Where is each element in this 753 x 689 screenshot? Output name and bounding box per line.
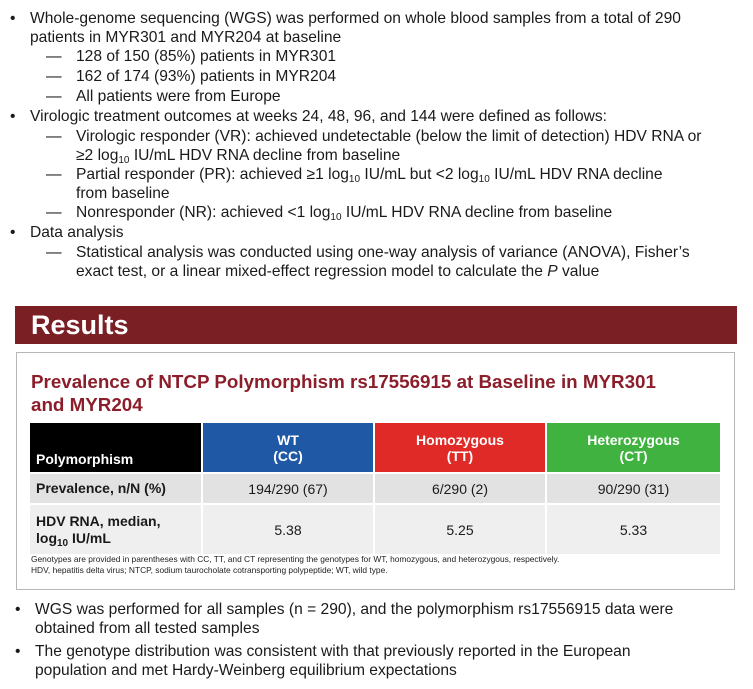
header-polymorphism: Polymorphism bbox=[30, 423, 202, 473]
subitem-text: All patients were from Europe bbox=[76, 88, 281, 105]
panel-title-line-2: and MYR204 bbox=[31, 394, 143, 415]
pr-sub-2: 10 bbox=[478, 174, 490, 185]
results-title: Results bbox=[31, 310, 129, 340]
header-wt-genotype: (CC) bbox=[273, 447, 303, 464]
panel-title-line-1: Prevalence of NTCP Polymorphism rs17556915 at Baseline in MYR301 bbox=[31, 371, 656, 392]
footnote-line-1: Genotypes are provided in parentheses with CC, TT, and CT representing the genotypes for WT, homozygous, and heterozygous, respectively. bbox=[31, 554, 560, 564]
bullet-analysis bbox=[10, 223, 730, 242]
bullet-outcomes bbox=[10, 107, 730, 126]
pr-line-2: from baseline bbox=[76, 185, 170, 202]
table-row bbox=[30, 504, 720, 554]
subitem-text: 162 of 174 (93%) patients in MYR204 bbox=[76, 68, 337, 85]
results-panel bbox=[16, 352, 735, 590]
nr-text-b: IU/mL HDV RNA decline from baseline bbox=[341, 204, 613, 221]
vr-line-1: Virologic responder (VR): achieved undetectable (below the limit of detection) HDV RNA or bbox=[76, 128, 702, 145]
row-label-hdv-log: log bbox=[36, 529, 57, 546]
cell-hdv-homozygous: 5.25 bbox=[374, 504, 546, 554]
header-homozygous bbox=[374, 423, 546, 473]
bullet-icon: • bbox=[10, 224, 16, 241]
subitem-myr301 bbox=[46, 47, 736, 66]
header-homozygous-label: Homozygous bbox=[416, 431, 504, 448]
header-homozygous-genotype: (TT) bbox=[446, 447, 474, 464]
pr-text-c: IU/mL HDV RNA decline bbox=[489, 166, 663, 183]
nr-sub: 10 bbox=[330, 212, 342, 223]
pr-sub-1: 10 bbox=[348, 174, 361, 185]
row-label-hdv-line-1: HDV RNA, median, bbox=[36, 512, 161, 529]
cell-prevalence-heterozygous: 90/290 (31) bbox=[546, 473, 720, 504]
subitem-myr204 bbox=[46, 67, 736, 86]
vr-sub: 10 bbox=[118, 155, 130, 166]
header-heterozygous-genotype: (CT) bbox=[619, 447, 648, 464]
header-heterozygous bbox=[546, 423, 720, 473]
outcomes-text: Virologic treatment outcomes at weeks 24, 48, 96, and 144 were defined as follows: bbox=[30, 108, 608, 125]
dash-icon: — bbox=[46, 128, 62, 145]
row-label-hdv-sub: 10 bbox=[57, 537, 69, 549]
bullet-icon: • bbox=[15, 601, 21, 618]
dash-icon: — bbox=[46, 48, 62, 65]
wgs-text: Whole-genome sequencing (WGS) was performed on whole blood samples from a total of 290 patients in MYR301 and MYR204 at baseline bbox=[30, 10, 681, 46]
conclusion-1-line-2: obtained from all tested samples bbox=[35, 620, 260, 637]
polymorphism-table bbox=[30, 423, 720, 554]
conclusion-2-line-2: population and met Hardy-Weinberg equilibrium expectations bbox=[35, 662, 457, 679]
header-wt bbox=[202, 423, 374, 473]
cell-prevalence-homozygous: 6/290 (2) bbox=[374, 473, 546, 504]
row-label-hdv-unit: IU/mL bbox=[68, 529, 111, 546]
vr-line-2a: ≥2 log bbox=[76, 147, 119, 164]
bullet-icon: • bbox=[15, 643, 21, 660]
panel-title bbox=[31, 370, 721, 416]
bullet-icon: • bbox=[10, 108, 16, 125]
header-wt-label: WT bbox=[277, 431, 299, 448]
dash-icon: — bbox=[46, 68, 62, 85]
dash-icon: — bbox=[46, 88, 62, 105]
p-italic: P bbox=[547, 263, 558, 280]
dash-icon: — bbox=[46, 166, 62, 183]
footnote-line-2: HDV, hepatitis delta virus; NTCP, sodium taurocholate cotransporting polypeptide; WT, wild type. bbox=[31, 565, 388, 575]
cell-hdv-heterozygous: 5.33 bbox=[546, 504, 720, 554]
subitem-pr bbox=[46, 165, 736, 203]
table-footnote bbox=[31, 554, 721, 576]
bullet-icon: • bbox=[10, 10, 16, 27]
subitem-vr bbox=[46, 127, 736, 166]
dash-icon: — bbox=[46, 244, 62, 261]
results-header-bar bbox=[15, 306, 737, 344]
stats-line-1: Statistical analysis was conducted using one-way analysis of variance (ANOVA), Fisher’s bbox=[76, 244, 690, 261]
stats-line-2a: exact test, or a linear mixed-effect regression model to calculate the bbox=[76, 263, 548, 280]
nr-text-a: Nonresponder (NR): achieved <1 log bbox=[76, 204, 331, 221]
stats-line-2b: value bbox=[557, 263, 600, 280]
analysis-text: Data analysis bbox=[30, 224, 124, 241]
conclusion-1-line-1: WGS was performed for all samples (n = 290), and the polymorphism rs17556915 data were bbox=[35, 601, 674, 618]
subitem-nr bbox=[46, 203, 736, 223]
conclusion-genotype bbox=[15, 642, 735, 680]
table-header-row bbox=[30, 423, 720, 473]
cell-prevalence-wt: 194/290 (67) bbox=[202, 473, 374, 504]
bullet-wgs bbox=[10, 9, 730, 47]
subitem-stats bbox=[46, 243, 736, 281]
dash-icon: — bbox=[46, 204, 62, 221]
cell-hdv-wt: 5.38 bbox=[202, 504, 374, 554]
row-label-prevalence: Prevalence, n/N (%) bbox=[30, 473, 202, 504]
row-label-hdv-rna bbox=[30, 504, 202, 554]
subitem-europe bbox=[46, 87, 736, 106]
table-row bbox=[30, 473, 720, 504]
conclusion-2-line-1: The genotype distribution was consistent with that previously reported in the European bbox=[35, 643, 631, 660]
conclusion-wgs bbox=[15, 600, 735, 638]
vr-line-2b: IU/mL HDV RNA decline from baseline bbox=[129, 147, 401, 164]
pr-text-a: Partial responder (PR): achieved ≥1 log bbox=[76, 166, 349, 183]
header-heterozygous-label: Heterozygous bbox=[587, 431, 680, 448]
pr-text-b: IU/mL but <2 log bbox=[360, 166, 479, 183]
subitem-text: 128 of 150 (85%) patients in MYR301 bbox=[76, 48, 337, 65]
